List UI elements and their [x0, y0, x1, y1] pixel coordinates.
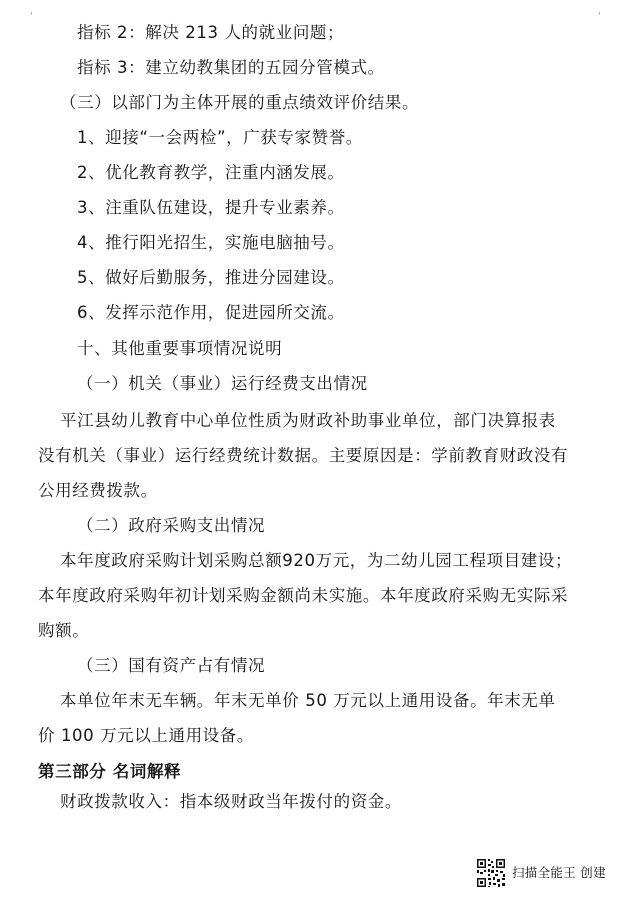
list-item-6: 6、发挥示范作用，促进园所交流。: [77, 303, 345, 322]
paragraph-state-assets-line-1: 本单位年末无车辆。年末无单价 50 万元以上通用设备。年末无单: [60, 691, 556, 710]
paragraph-state-assets-line-2: 价 100 万元以上通用设备。: [38, 726, 254, 745]
corner-mark-left: ': [30, 11, 33, 22]
paragraph-procurement-line-1: 本年度政府采购计划采购总额920万元，为二幼儿园工程项目建设；: [60, 551, 573, 570]
indicator-2-line: 指标 2：解决 213 人的就业问题；: [77, 23, 345, 42]
subsection-heading-procurement: （二）政府采购支出情况: [77, 516, 266, 535]
qr-code-icon: [476, 858, 506, 888]
list-item-4: 4、推行阳光招生，实施电脑抽号。: [77, 233, 345, 252]
definition-fiscal-allocation-income: 财政拨款收入：指本级财政当年拨付的资金。: [60, 792, 402, 811]
paragraph-procurement-line-2: 本年度政府采购年初计划采购金额尚未实施。本年度政府采购无实际采: [38, 586, 569, 605]
scanner-watermark: [476, 858, 606, 888]
paragraph-operating-expenses-line-1: 平江县幼儿教育中心单位性质为财政补助事业单位，部门决算报表: [60, 411, 556, 430]
corner-mark-right: ': [598, 11, 601, 22]
list-item-1: 1、迎接“一会两检”，广获专家赞誉。: [77, 128, 363, 147]
list-item-3: 3、注重队伍建设，提升专业素养。: [77, 198, 345, 217]
section-heading-other-matters: 十、其他重要事项情况说明: [77, 339, 283, 358]
indicator-3-line: 指标 3：建立幼教集团的五园分管模式。: [77, 58, 385, 77]
section-heading-performance-results: （三）以部门为主体开展的重点绩效评价结果。: [60, 93, 420, 112]
subsection-heading-state-assets: （三）国有资产占有情况: [77, 656, 266, 675]
list-item-2: 2、优化教育教学，注重内涵发展。: [77, 163, 345, 182]
subsection-heading-operating-expenses: （一）机关（事业）运行经费支出情况: [77, 374, 368, 393]
scanner-credit-text: 扫描全能王 创建: [512, 865, 606, 880]
part-three-heading: 第三部分 名词解释: [38, 762, 182, 781]
paragraph-operating-expenses-line-3: 公用经费拨款。: [38, 481, 158, 500]
paragraph-operating-expenses-line-2: 没有机关（事业）运行经费统计数据。主要原因是：学前教育财政没有: [38, 446, 569, 465]
list-item-5: 5、做好后勤服务，推进分园建设。: [77, 268, 345, 287]
paragraph-procurement-line-3: 购额。: [38, 621, 90, 640]
